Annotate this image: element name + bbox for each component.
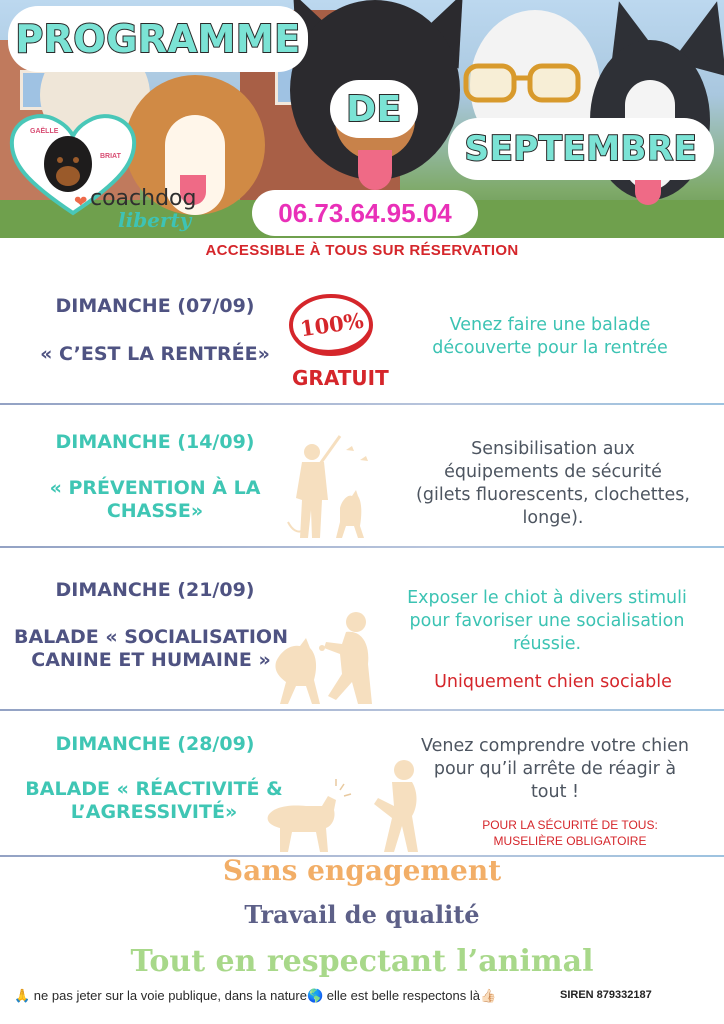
siren-number: SIREN 879332187 [560, 989, 652, 1001]
event-3-restriction: Uniquement chien sociable [434, 672, 672, 692]
event-1-date: DIMANCHE (07/09) [55, 295, 255, 317]
event-2-date: DIMANCHE (14/09) [55, 431, 255, 453]
free-badge-label: GRATUIT [292, 366, 389, 390]
event-1-title: « C’EST LA RENTRÉE» [40, 343, 270, 365]
event-4-description [400, 735, 710, 804]
tagline-no-commitment: Sans engagement [222, 854, 502, 887]
section-divider [0, 546, 724, 548]
event-3-description-line: Exposer le chiot à divers stimuli [407, 588, 687, 608]
title-programme: PROGRAMME [8, 6, 308, 72]
event-4-safety-line: POUR LA SÉCURITÉ DE TOUS: [482, 818, 658, 832]
event-4-description-line: tout ! [530, 782, 580, 802]
event-2-title: « PRÉVENTION À LA CHASSE» [49, 477, 261, 522]
event-2-description-line: équipements de sécurité [444, 462, 662, 482]
logo-brand-sub: liberty [118, 208, 192, 232]
event-4-safety-line: MUSELIÈRE OBLIGATOIRE [493, 834, 647, 848]
event-2-description-line: Sensibilisation aux [471, 439, 635, 459]
event-4-title [14, 778, 294, 824]
event-4-date: DIMANCHE (28/09) [55, 733, 255, 755]
hunter-with-dog-silhouette-icon [282, 430, 382, 542]
event-2-description [400, 438, 706, 530]
hundred-percent-stamp-icon [286, 290, 376, 360]
event-3-description-line: pour favoriser une socialisation [409, 611, 685, 631]
event-4-safety-note [440, 817, 700, 849]
event-4-description-line: Venez comprendre votre chien [421, 736, 689, 756]
title-septembre: SEPTEMBRE [448, 118, 714, 180]
dog-tongue [358, 150, 392, 190]
header-banner [0, 0, 724, 238]
event-3-title-line: CANINE ET HUMAINE » [31, 649, 271, 671]
section-divider [0, 403, 724, 405]
coachdog-liberty-logo [8, 108, 218, 236]
logo-brand-main: coachdog [90, 186, 197, 211]
event-4-title-line: BALADE « RÉACTIVITÉ & [25, 778, 283, 800]
section-divider [0, 709, 724, 711]
event-2-description-line: longe). [522, 508, 584, 528]
woman-and-dog-silhouette-icon [262, 604, 390, 708]
littering-notice: 🙏 ne pas jeter sur la voie publique, dans la nature🌎 elle est belle respectons là👍🏻 [14, 988, 497, 1003]
heart-icon: ❤ [74, 194, 88, 211]
event-3-title [6, 626, 296, 672]
event-3-description-line: réussie. [512, 634, 582, 654]
title-de: DE [330, 80, 418, 138]
logo-name-top: GAËLLE [30, 128, 59, 135]
event-4-description-line: pour qu’il arrête de réagir à [433, 759, 677, 779]
event-2-description-line: (gilets fluorescents, clochettes, [416, 485, 690, 505]
event-3-description [392, 587, 702, 656]
stamp-percent-text: 100% [298, 307, 366, 342]
event-1-description: Venez faire une balade découverte pour la rentrée [432, 315, 668, 358]
event-4-title-line: L’AGRESSIVITÉ» [70, 801, 238, 823]
glasses-icon [462, 60, 582, 104]
event-3-title-line: BALADE « SOCIALISATION [14, 626, 288, 648]
access-note: ACCESSIBLE À TOUS SUR RÉSERVATION [205, 242, 519, 259]
tagline-respect-animal: Tout en respectant l’animal [130, 944, 594, 979]
event-3-date: DIMANCHE (21/09) [55, 579, 255, 601]
tagline-quality-work: Travail de qualité [244, 900, 480, 929]
logo-name-right: BRIAT [100, 153, 121, 160]
phone-number[interactable]: 06.73.64.95.04 [252, 190, 478, 236]
